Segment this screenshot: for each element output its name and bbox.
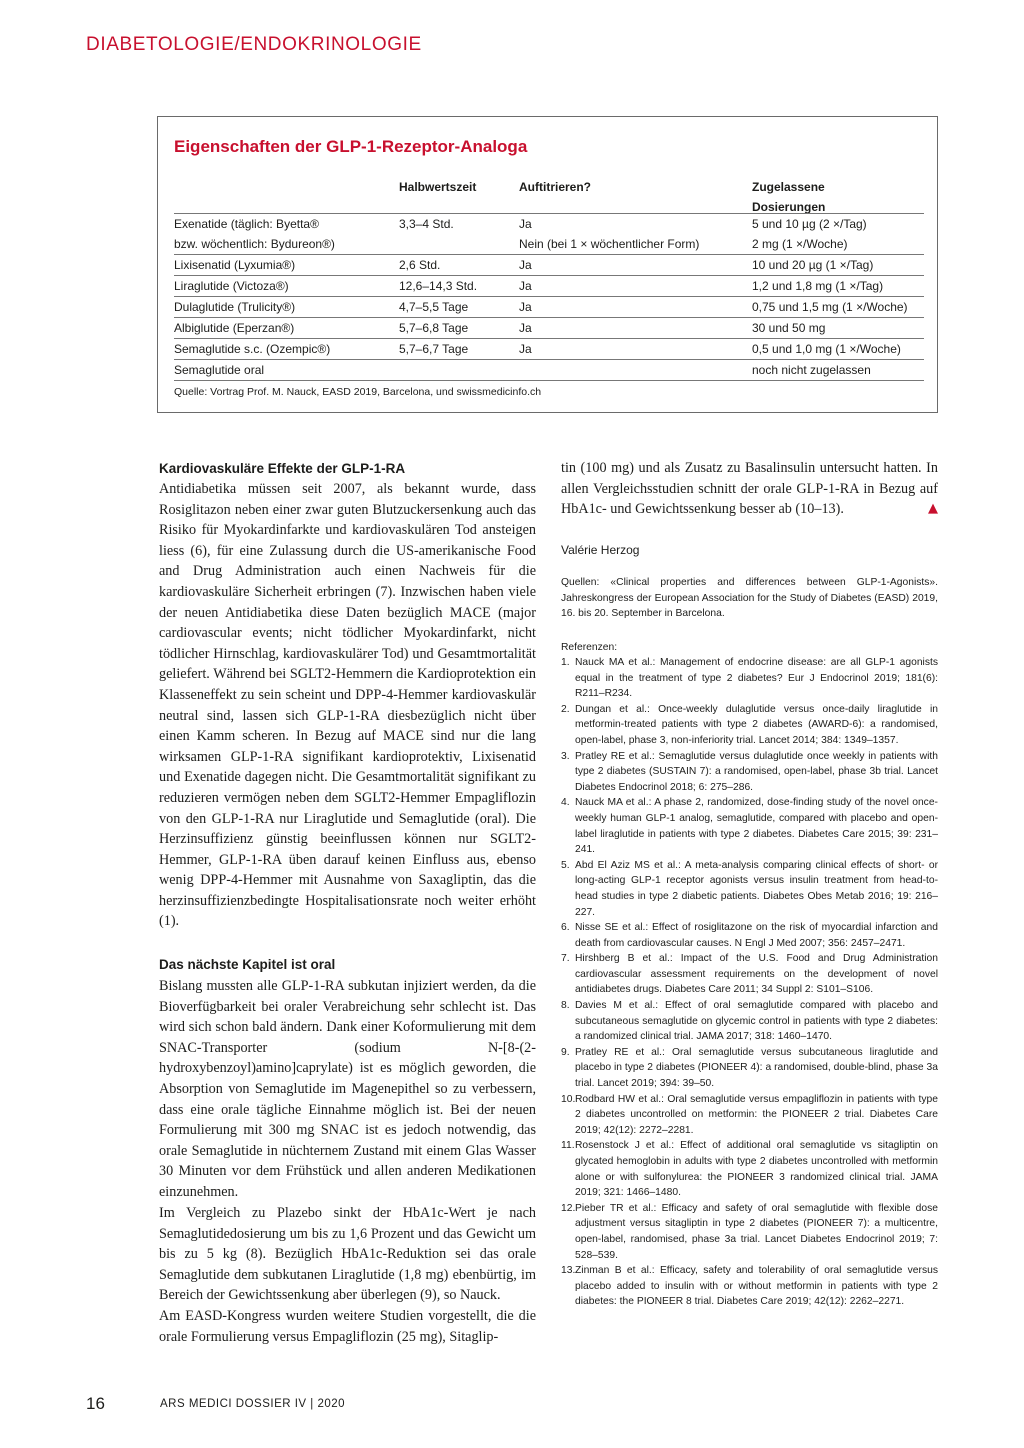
table-cell: 10 und 20 µg (1 ×/Tag) bbox=[752, 258, 874, 272]
paragraph-hba1c: Im Vergleich zu Plazebo sinkt der HbA1c-Wert je nach Semaglutidedosierung um bis zu 1,6 Prozent und das Gewicht um bis zu 5 kg (8). Bezüglich HbA1c-Reduktion sei das orale Semaglutide dem subkutanen Liraglutide (1,8 mg) ebenbürtig, im Bereich der Gewichtssenkung aber überlegen (9), so Nauck. bbox=[159, 1205, 536, 1304]
end-triangle-icon: ▲ bbox=[928, 501, 938, 517]
heading-oral: Das nächste Kapitel ist oral bbox=[159, 957, 336, 972]
paragraph-continued bbox=[561, 458, 938, 520]
table-row bbox=[174, 254, 924, 275]
table-cell: 5,7–6,7 Tage bbox=[399, 342, 469, 356]
table-cell: Ja bbox=[519, 279, 532, 293]
table-cell: 3,3–4 Std. bbox=[399, 217, 454, 231]
heading-cardiovascular: Kardiovaskuläre Effekte der GLP-1-RA bbox=[159, 461, 406, 476]
table-cell: Dulaglutide (Trulicity®) bbox=[174, 300, 296, 314]
table-cell: 0,75 und 1,5 mg (1 ×/Woche) bbox=[752, 300, 908, 314]
author-name: Valérie Herzog bbox=[561, 543, 640, 557]
reference-text: Zinman B et al.: Efficacy, safety and tolerability of oral semaglutide versus placebo added to insulin with or without metformin in patients with type 2 diabetes: the PIONEER 8 trial. Diabetes Care 2019; 42(12): 2262–2271. bbox=[575, 1265, 938, 1308]
page-number: 16 bbox=[86, 1394, 105, 1413]
reference-text: Dungan et al.: Once-weekly dulaglutide versus once-daily liraglutide in metformin-treated patients with type 2 diabetes (AWARD-6): a randomised, open-label, phase 3, non-inferiority trial. Lancet 2014; 384: 1349–1357. bbox=[575, 703, 938, 746]
table-cell: 5 und 10 µg (2 ×/Tag) bbox=[752, 217, 867, 231]
col-header-auftitrieren: Auftitrieren? bbox=[519, 180, 591, 194]
table-cell: 30 und 50 mg bbox=[752, 321, 826, 335]
reference-number: 9. bbox=[561, 1046, 570, 1058]
reference-item bbox=[561, 1138, 938, 1200]
sources-note: Quellen: «Clinical properties and differences between GLP-1-Agonists». Jahreskongress der European Association for the Study of Diabetes (EASD) 2019, 16. bis 20. September in Barcelona. bbox=[561, 577, 938, 620]
paragraph-cardiovascular: Antidiabetika müssen seit 2007, als bekannt wurde, dass Rosiglitazon neben einer zwar guten Blutzuckersenkung auch das Risiko für Myokardinfarkte und kardiovaskulären Tod ansteigen liess (6), für eine Zulassung durch die US-amerikanische Food and Drug Administration auch einen Nachweis für die kardiovaskuläre Sicherheit erbringen (7). Inzwischen haben viele der neuen Antidiabetika diese Daten bezüglich MACE (major cardiovascular events; nicht tödlicher Myokardinfarkt, nicht tödlicher Hirnschlag, kardiovaskulärer Tod) und Gesamtmortalität geliefert. Während bei SGLT2-Hemmern die Kardioprotektion ein Klasseneffekt zu sein scheint und DPP-4-Hemmer kardiovaskulär neutral sind, lassen sich GLP-1-RA diesbezüglich nicht über einen Kamm scheren. In Bezug auf MACE sind nur die lang wirksamen GLP-1-RA signifikant kardioprotektiv, Lixisenatid und Exenatide dagegen nicht. Die Gesamtmortalität signifikant zu reduzieren vermögen neben dem SGLT2-Hemmer Empagliflozin von den GLP-1-RA nur Liraglutide und Semaglutide (oral). Die Herzinsuffizienz günstig beeinflussen können nur SGLT2-Hemmer, GLP-1-RA üben darauf keinen Einfluss aus, ebenso wenig DPP-4-Hemmer mit Ausnahme von Saxagliptin, das die herzinsuffizienzbedingte Hospitalisationsrate noch weiter erhöht (1). bbox=[159, 481, 536, 930]
glp1-table-box bbox=[157, 116, 938, 413]
reference-number: 3. bbox=[561, 750, 570, 762]
table-cell: Ja bbox=[519, 217, 532, 231]
table-cell: 4,7–5,5 Tage bbox=[399, 300, 469, 314]
table-row bbox=[174, 359, 924, 381]
table-cell: 12,6–14,3 Std. bbox=[399, 279, 478, 293]
reference-number: 13. bbox=[561, 1265, 576, 1277]
reference-text: Hirshberg B et al.: Impact of the U.S. Food and Drug Administration cardiovascular assessment requirements on the development of novel antidiabetes drugs. Diabetes Care 2011; 34 Suppl 2: S101–S106. bbox=[575, 953, 938, 996]
reference-text: Nisse SE et al.: Effect of rosiglitazone on the risk of myocardial infarction and death from cardiovascular causes. N Engl J Med 2007; 356: 2457–2471. bbox=[575, 922, 938, 949]
table-cell: 5,7–6,8 Tage bbox=[399, 321, 469, 335]
references-list bbox=[561, 655, 938, 1310]
table-cell: Albiglutide (Eperzan®) bbox=[174, 321, 295, 335]
table-cell: 2,6 Std. bbox=[399, 258, 441, 272]
reference-text: Nauck MA et al.: Management of endocrine disease: are all GLP-1 agonists equal in the treatment of type 2 diabetes? Eur J Endocrinol 2019; 181(6): R211–R234. bbox=[575, 657, 938, 700]
reference-text: Nauck MA et al.: A phase 2, randomized, dose-finding study of the novel once-weekly human GLP-1 analog, semaglutide, compared with placebo and open-label liraglutide in patients with type 2 diabetes. Diabetes Care 2015; 39: 231–241. bbox=[575, 797, 938, 856]
reference-item bbox=[561, 1263, 938, 1310]
table-cell: 1,2 und 1,8 mg (1 ×/Tag) bbox=[752, 279, 884, 293]
reference-item bbox=[561, 920, 938, 951]
table-cell: Exenatide (täglich: Byetta® bbox=[174, 217, 319, 231]
table-cell: Nein (bei 1 × wöchentlicher Form) bbox=[519, 237, 700, 251]
reference-number: 4. bbox=[561, 797, 570, 809]
reference-number: 8. bbox=[561, 1000, 570, 1012]
reference-number: 5. bbox=[561, 859, 570, 871]
paragraph-easd: Am EASD-Kongress wurden weitere Studien vorgestellt, die die orale Formulierung versus Empagliflozin (25 mg), Sitaglip- bbox=[159, 1308, 536, 1345]
table-cell: bzw. wöchentlich: Bydureon®) bbox=[174, 237, 335, 251]
table-source: Quelle: Vortrag Prof. M. Nauck, EASD 2019, Barcelona, und swissmedicinfo.ch bbox=[174, 386, 542, 398]
reference-item bbox=[561, 749, 938, 796]
reference-item bbox=[561, 795, 938, 857]
reference-item bbox=[561, 951, 938, 998]
table-title: Eigenschaften der GLP-1-Rezeptor-Analoga bbox=[174, 137, 528, 156]
reference-text: Rosenstock J et al.: Effect of additional oral semaglutide vs sitagliptin on glycated hemoglobin in adults with type 2 diabetes uncontrolled with metformin alone or with sulfonylurea: the PIONEER 3 randomized clinical trial. JAMA 2019; 321: 1466–1480. bbox=[575, 1140, 938, 1199]
reference-item bbox=[561, 998, 938, 1045]
table-row bbox=[174, 296, 924, 317]
table-row bbox=[174, 338, 924, 359]
reference-number: 11. bbox=[561, 1140, 575, 1152]
table-cell: Lixisenatid (Lyxumia®) bbox=[174, 258, 296, 272]
reference-item bbox=[561, 858, 938, 920]
table-cell: 0,5 und 1,0 mg (1 ×/Woche) bbox=[752, 342, 901, 356]
reference-item bbox=[561, 655, 938, 702]
table-body bbox=[174, 213, 924, 381]
reference-number: 10. bbox=[561, 1093, 576, 1105]
reference-number: 7. bbox=[561, 953, 570, 965]
reference-number: 12. bbox=[561, 1202, 576, 1214]
reference-text: Abd El Aziz MS et al.: A meta-analysis comparing clinical effects of short- or long-acting GLP-1 receptor agonists versus insulin treatment from head-to-head studies in type 2 diabetic patients. Diabetes Obes Metab 2016; 19: 216–227. bbox=[575, 859, 938, 918]
col-header-halbwertszeit: Halbwertszeit bbox=[399, 180, 477, 194]
reference-text: Pratley RE et al.: Semaglutide versus dulaglutide once weekly in patients with type 2 diabetes (SUSTAIN 7): a randomised, open-label, phase 3b trial. Lancet Diabetes Endocrinol 2018; 6: 275–286. bbox=[575, 750, 938, 793]
reference-text: Pieber TR et al.: Efficacy and safety of oral semaglutide with flexible dose adjustment versus sitagliptin in type 2 diabetes (PIONEER 7): a multicentre, open-label, randomised, phase 3a trial. Lancet Diabetes Endocrinol 2019; 7: 528–539. bbox=[575, 1202, 938, 1261]
reference-item bbox=[561, 702, 938, 749]
table-cell: Ja bbox=[519, 342, 532, 356]
reference-item bbox=[561, 1045, 938, 1092]
table-cell: Ja bbox=[519, 300, 532, 314]
reference-number: 6. bbox=[561, 922, 570, 934]
reference-text: Pratley RE et al.: Oral semaglutide versus subcutaneous liraglutide and placebo in type 2 diabetes (PIONEER 4): a randomised, double-blind, phase 3a trial. Lancet 2019; 394: 39–50. bbox=[575, 1046, 938, 1090]
reference-item bbox=[561, 1092, 938, 1139]
table-row bbox=[174, 275, 924, 296]
table-cell: Ja bbox=[519, 258, 532, 272]
reference-text: Davies M et al.: Effect of oral semaglutide compared with placebo and subcutaneous semaglutide on glycemic control in patients with type 2 diabetes: a randomized clinical trial. JAMA 2017; 318: 1460–1470. bbox=[575, 1000, 938, 1043]
reference-number: 2. bbox=[561, 703, 570, 715]
references-title: Referenzen: bbox=[561, 642, 618, 653]
table-cell: 2 mg (1 ×/Woche) bbox=[752, 237, 848, 251]
table-cell: Liraglutide (Victoza®) bbox=[174, 279, 289, 293]
col-header-zugelassene: Zugelassene bbox=[752, 180, 825, 194]
journal-footer: ARS MEDICI DOSSIER IV | 2020 bbox=[160, 1398, 346, 1410]
reference-item bbox=[561, 1201, 938, 1263]
table-row bbox=[174, 234, 924, 254]
section-header: DIABETOLOGIE/ENDOKRINOLOGIE bbox=[86, 34, 422, 55]
paragraph-oral-intro: Bislang mussten alle GLP-1-RA subkutan injiziert werden, da die Bioverfügbarkeit bei oraler Verabreichung sehr schlecht ist. Das wird sich schon bald ändern. Dank einer Koformulierung mit dem SNAC-Transporter (sodium N-[8-(2-hydroxybenzoyl)amino]caprylate) ist es möglich geworden, die Absorption von Semaglutide im Magenepithel so zu verbessern, dass eine orale tägliche Einnahme möglich ist. Bei der neuen Formulierung mit 300 mg SNAC ist es jedoch notwendig, das orale Semaglutide in nüchternem Zustand mit einem Glas Wasser 30 Minuten vor dem Frühstück und allen anderen Medikationen einzunehmen. bbox=[159, 978, 536, 1200]
col-header-dosierungen: Dosierungen bbox=[752, 200, 826, 214]
table-row bbox=[174, 317, 924, 338]
table-cell: Semaglutide s.c. (Ozempic®) bbox=[174, 342, 331, 356]
continued-text: tin (100 mg) und als Zusatz zu Basalinsulin untersucht hatten. In allen Vergleichsstudien schnitt der orale GLP-1-RA in Bezug auf HbA1c- und Gewichtssenkung besser ab (10–13). bbox=[561, 460, 938, 518]
reference-text: Rodbard HW et al.: Oral semaglutide versus empagliflozin in patients with type 2 diabetes uncontrolled on metformin: the PIONEER 2 trial. Diabetes Care 2019; 42(12): 2272–2281. bbox=[575, 1093, 938, 1136]
reference-number: 1. bbox=[561, 657, 570, 668]
table-cell: noch nicht zugelassen bbox=[752, 363, 871, 377]
table-header-row bbox=[174, 177, 924, 213]
table-cell: Semaglutide oral bbox=[174, 363, 265, 377]
table-cell: Ja bbox=[519, 321, 532, 335]
table-row bbox=[174, 213, 924, 234]
